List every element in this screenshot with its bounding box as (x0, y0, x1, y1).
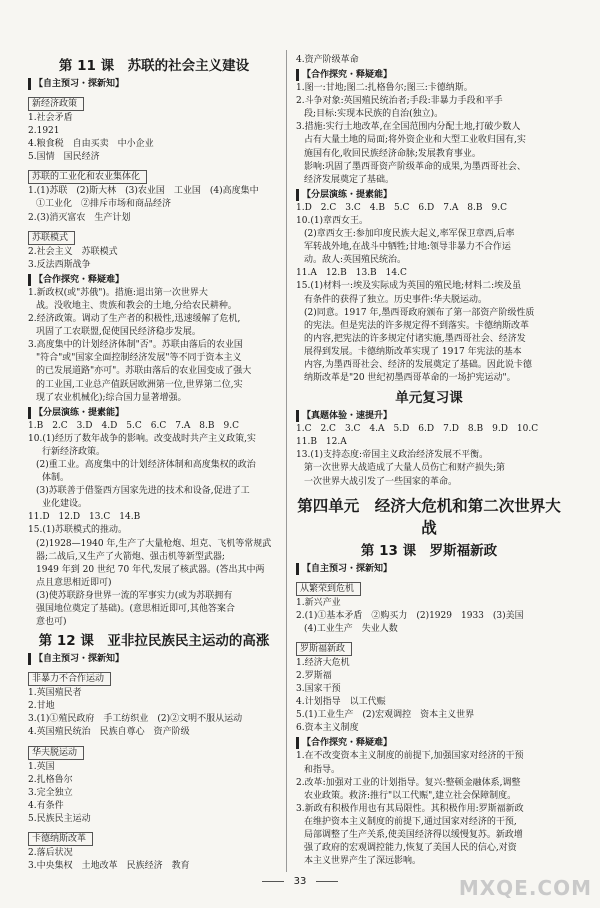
section-box-wrap (28, 164, 280, 185)
answer-line: 现了农业机械化);综合国力显著增强。 (36, 392, 187, 403)
answer-line: 4.英国殖民统治 民族自尊心 资产阶级 (28, 727, 190, 738)
answer-line: 第一次世界大战造成了大量人员伤亡和财产损失;第 (304, 463, 506, 474)
answer-line: 3.完全独立 (28, 787, 73, 798)
answer-line: (2)章西女王:参加印度民族大起义,率军保卫章西,后率 (304, 229, 515, 240)
unit-title: 第四单元 经济大危机和第二次世界大战 (297, 496, 561, 537)
section-box-wrap (28, 666, 280, 687)
answer-line: 影响:巩固了墨西哥资产阶级革命的成果,为墨西哥社会、 (304, 161, 526, 172)
answer-line: (2)同意。1917 年,墨西哥政府颁布了第一部资产阶级性质 (304, 307, 535, 318)
answer-line: 2.(1)①基本矛盾 ②购买力 (2)1929 1933 (3)美国 (296, 610, 524, 621)
answer-line: 1.新兴产业 (296, 597, 341, 608)
answer-line: 军转战外地,在战斗中牺牲;甘地:领导非暴力不合作运 (304, 242, 511, 253)
answer-line: 2.(3)消灭富农 生产计划 (28, 212, 131, 223)
section-box-wrap (28, 740, 280, 761)
answer-line: 的内容,把宪法的许多规定付诸实施,墨西哥社会、经济发 (304, 333, 526, 344)
answer-line: ①工业化 ②排斥市场和商品经济 (36, 199, 172, 210)
answer-line: 15.(1)材料一:埃及实际成为英国的殖民地;材料二:埃及虽 (296, 281, 522, 292)
answer-line: 1.(1)苏联 (2)斯大林 (3)农业国 工业国 (4)高度集中 (28, 186, 259, 197)
answer-line: 2.社会主义 苏联模式 (28, 246, 118, 257)
answer-line: 3.新政有积极作用也有其局限性。其积极作用:罗斯福新政 (296, 803, 524, 814)
section-bar: 【合作探究・释疑难】 (296, 737, 562, 749)
answer-line: 1.经济大危机 (296, 657, 350, 668)
section-box-wrap (28, 826, 280, 847)
answer-line: (2)重工业。高度集中的计划经济体制和高度集权的政治 (36, 459, 256, 470)
answer-line: 5.国情 国民经济 (28, 152, 100, 163)
answer-line: 强国地位奠定了基础)。(意思相近即可,其他答案合 (36, 604, 235, 614)
answer-line: 动。敌人:英国殖民统治。 (304, 255, 407, 266)
answer-line: 4.计划指导 以工代赈 (296, 697, 386, 708)
answer-line: (3)使苏联跻身世界一流的军事实力(或为苏联拥有 (36, 590, 233, 601)
section-box: 苏联的工业化和农业集体化 (28, 170, 147, 184)
answer-line: 3.反法西斯战争 (28, 259, 91, 270)
answer-line: 4.资产阶级革命 (296, 55, 359, 65)
lesson-title: 第 12 课 亚非拉民族民主运动的高涨 (38, 633, 270, 650)
answer-line: 展得到发展。卡德纳斯改革实现了 1917 年宪法的基本 (304, 346, 522, 357)
answer-line: 6.资本主义制度 (296, 723, 359, 734)
answer-line: 意也可) (36, 617, 67, 628)
section-box-wrap (296, 576, 562, 597)
footer-dash-right (316, 881, 338, 882)
answer-line: 1.B 2.C 3.D 4.D 5.C 6.C 7.A 8.B 9.C (28, 420, 239, 431)
answer-line: 一次世界大战引发了一些国家的革命。 (304, 476, 458, 487)
section-box: 卡德纳斯改革 (28, 832, 93, 846)
answer-line: (4)工业生产 失业人数 (304, 623, 398, 634)
answer-line: 器;二战后,又生产了火箭炮、强击机等新型武器; (36, 551, 225, 562)
answer-line: 2.甘地 (28, 701, 55, 712)
lesson-title: 第 13 课 罗斯福新政 (360, 542, 498, 559)
answer-line: 4.粮食税 自由买卖 中小企业 (28, 139, 154, 150)
column-divider (286, 50, 287, 872)
answer-line: 11.B 12.A (296, 437, 347, 448)
section-bar: 【合作探究・释疑难】 (28, 274, 280, 286)
answer-line: 1.D 2.C 3.C 4.B 5.C 6.D 7.A 8.B 9.C (296, 202, 507, 213)
answer-line: 巩固了工农联盟,促使国民经济稳步发展。 (36, 327, 201, 338)
answer-line: 1.英国殖民者 (28, 688, 82, 699)
section-bar: 【自主预习・探新知】 (28, 653, 280, 665)
answer-line: 15.(1)苏联模式的推动。 (28, 525, 128, 536)
answer-line: 3.措施:实行土地改革,在全国范围内分配土地,打破少数人 (296, 122, 521, 133)
answer-line: 2.罗斯福 (296, 671, 332, 681)
section-box: 苏联模式 (28, 231, 75, 245)
answer-line: 段;目标:实现本民族的自治(独立)。 (304, 109, 444, 120)
section-bar: 【自主预习・探新知】 (296, 563, 562, 575)
section-box-wrap (28, 225, 280, 246)
answer-line: 10.(1)章西女王。 (296, 215, 369, 226)
answer-line: 5.(1)工业生产 (2)宏观调控 资本主义世界 (296, 710, 475, 721)
answer-line: 10.(1)经历了数年战争的影响。改变战时共产主义政策,实 (28, 433, 256, 444)
answer-line: 1.C 2.C 3.C 4.A 5.D 6.D 7.D 8.B 9.D 10.C (296, 424, 539, 435)
answer-line: 战。没收地主、贵族和教会的土地,分给农民耕种。 (36, 300, 237, 311)
answer-line: 2.落后状况 (28, 848, 73, 859)
answer-line: 强了政府的宏观调控能力,恢复了美国人民的信心,对资 (304, 843, 517, 854)
section-bar: 【分层演练・提素能】 (296, 189, 562, 201)
answer-line: 本主义世界产生了深远影响。 (304, 856, 422, 867)
answer-line: 13.(1)支持态度:帝国主义政治经济发展不平衡。 (296, 450, 489, 461)
section-bar: 【合作探究・释疑难】 (296, 69, 562, 81)
answer-line: 11.A 12.B 13.B 14.C (296, 268, 407, 279)
section-bar: 【分层演练・提素能】 (28, 407, 280, 419)
answer-line: 2.经济政策。调动了生产者的积极性,迅速缓解了危机, (28, 314, 241, 325)
answer-line: 3.中央集权 土地改革 民族经济 教育 (28, 861, 190, 872)
answer-line: 点且意思相近即可) (36, 577, 112, 588)
answer-line: 2.扎格鲁尔 (28, 774, 73, 785)
answer-line: 1.英国 (28, 761, 55, 772)
right-column (296, 54, 562, 868)
section-box: 新经济政策 (28, 97, 84, 111)
section-box: 非暴力不合作运动 (28, 672, 111, 686)
section-box: 华夫脱运动 (28, 746, 84, 760)
section-box-wrap (28, 91, 280, 112)
watermark: MXQE.COM (458, 876, 592, 900)
answer-line: 纳斯改革是"20 世纪初墨西哥革命的一场护宪运动"。 (304, 373, 516, 384)
left-column (28, 54, 280, 873)
answer-line: 和指导。 (304, 764, 341, 775)
answer-line: 在维护资本主义制度的前提下,通过国家对经济的干预, (304, 816, 517, 827)
answer-line: "符合"或"国家全面控制经济发展"等不同于资本主义 (36, 353, 242, 364)
answer-line: 3.(1)①殖民政府 手工纺织业 (2)②文明不服从运动 (28, 714, 243, 725)
answer-line: 有条件的获得了独立。历史事件:华夫脱运动。 (304, 294, 488, 305)
answer-line: 的已发展道路"亦可"。苏联由落后的农业国变成了强大 (36, 366, 252, 377)
answer-line: (2)1928—1940 年,生产了大量枪炮、坦克、飞机等常规武 (36, 538, 272, 549)
answer-line: 1.图一:甘地;图二:扎格鲁尔;图三:卡德纳斯。 (296, 83, 473, 94)
answer-line: 3.高度集中的计划经济体制"否"。苏联由落后的农业国 (28, 340, 243, 351)
answer-line: 4.有条件 (28, 800, 64, 811)
answer-line: (3)苏联善于借鉴西方国家先进的技术和设备,促进了工 (36, 486, 250, 497)
lesson-title: 第 11 课 苏联的社会主义建设 (58, 58, 250, 74)
section-box-wrap (296, 636, 562, 657)
answer-line: 业化建设。 (42, 499, 88, 510)
answer-line: 体制。 (42, 473, 70, 484)
answer-line: 施国有化,收回民族经济命脉;发展教育事业。 (304, 148, 481, 159)
footer-dash-left (262, 881, 284, 882)
page-number: 33 (293, 876, 307, 887)
answer-line: 农业政策。救济:推行"以工代赈",建立社会保障制度。 (304, 790, 517, 801)
answer-line: 1949 年到 20 世纪 70 年代,发展了核武器。(答出其中两 (36, 564, 265, 575)
answer-line: 经济发展奠定了基础。 (304, 174, 395, 185)
answer-line: 1.新政权(或"苏俄")。措施:退出第一次世界大 (28, 287, 208, 298)
unit-review-title: 单元复习课 (395, 390, 463, 407)
answer-line: 内容,为墨西哥社会、经济的发展奠定了基础。因此说卡德 (304, 359, 532, 370)
section-bar: 【真题体验・速提升】 (296, 410, 562, 422)
answer-line: 1.在不改变资本主义制度的前提下,加强国家对经济的干预 (296, 751, 524, 762)
answer-line: 2.改革:加强对工业的计划指导。复兴:整顿金融体系,调整 (296, 777, 521, 788)
answer-line: 的工业国,工业总产值跃居欧洲第一位,世界第二位,实 (36, 379, 243, 390)
answer-line: 5.民族民主运动 (28, 813, 91, 824)
section-box: 从繁荣到危机 (296, 582, 361, 596)
answer-line: 2.1921 (28, 126, 60, 137)
answer-line: 的宪法。但是宪法的许多规定得不到落实。卡德纳斯改革 (304, 320, 530, 331)
section-bar: 【自主预习・探新知】 (28, 78, 280, 90)
section-box: 罗斯福新政 (296, 642, 352, 656)
answer-line: 11.D 12.D 13.C 14.B (28, 512, 141, 523)
answer-line: 行新经济政策。 (42, 446, 106, 457)
answer-line: 局部调整了生产关系,使美国经济得以缓慢复苏。新政增 (304, 830, 523, 841)
answer-line: 1.社会矛盾 (28, 113, 73, 123)
answer-line: 占有大量土地的局面;将外资企业和大型工业收归国有,实 (304, 135, 526, 146)
answer-line: 3.国家干预 (296, 684, 341, 695)
answer-line: 2.斗争对象:英国殖民统治者;手段:非暴力手段和平手 (296, 96, 503, 107)
